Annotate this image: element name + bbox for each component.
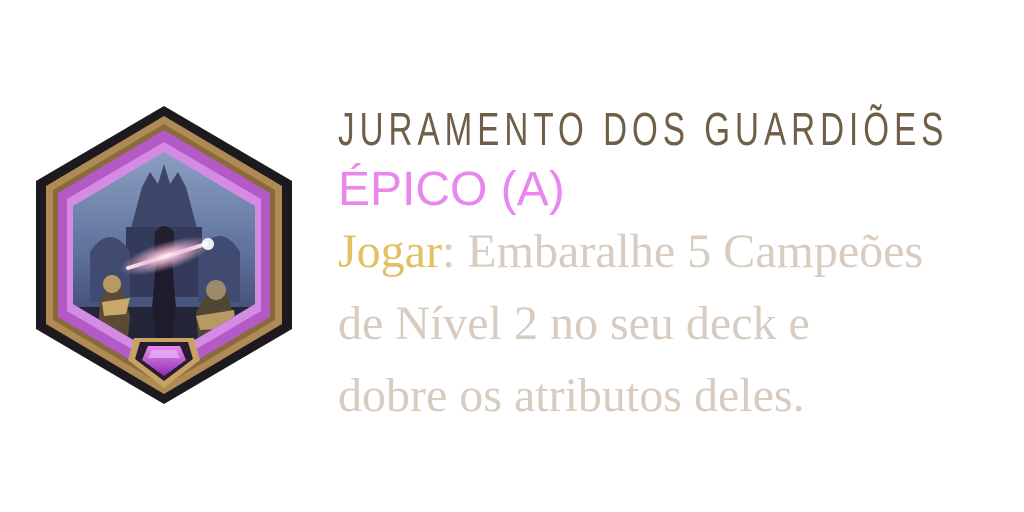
- card-title: JURAMENTO DOS GUARDIÕES: [338, 103, 949, 155]
- keyword-play: Jogar: [338, 225, 442, 278]
- description-line-2: de Nível 2 no seu deck e: [338, 297, 810, 350]
- description-text-1: : Embaralhe 5 Campeões: [441, 225, 924, 278]
- card-info: [338, 96, 1018, 432]
- description-line-1: [338, 216, 1018, 288]
- card-rarity: ÉPICO (A): [338, 163, 565, 216]
- card-art-icon: [30, 102, 298, 408]
- card-description: [338, 216, 1018, 432]
- description-line-3: dobre os atributos deles.: [338, 369, 805, 422]
